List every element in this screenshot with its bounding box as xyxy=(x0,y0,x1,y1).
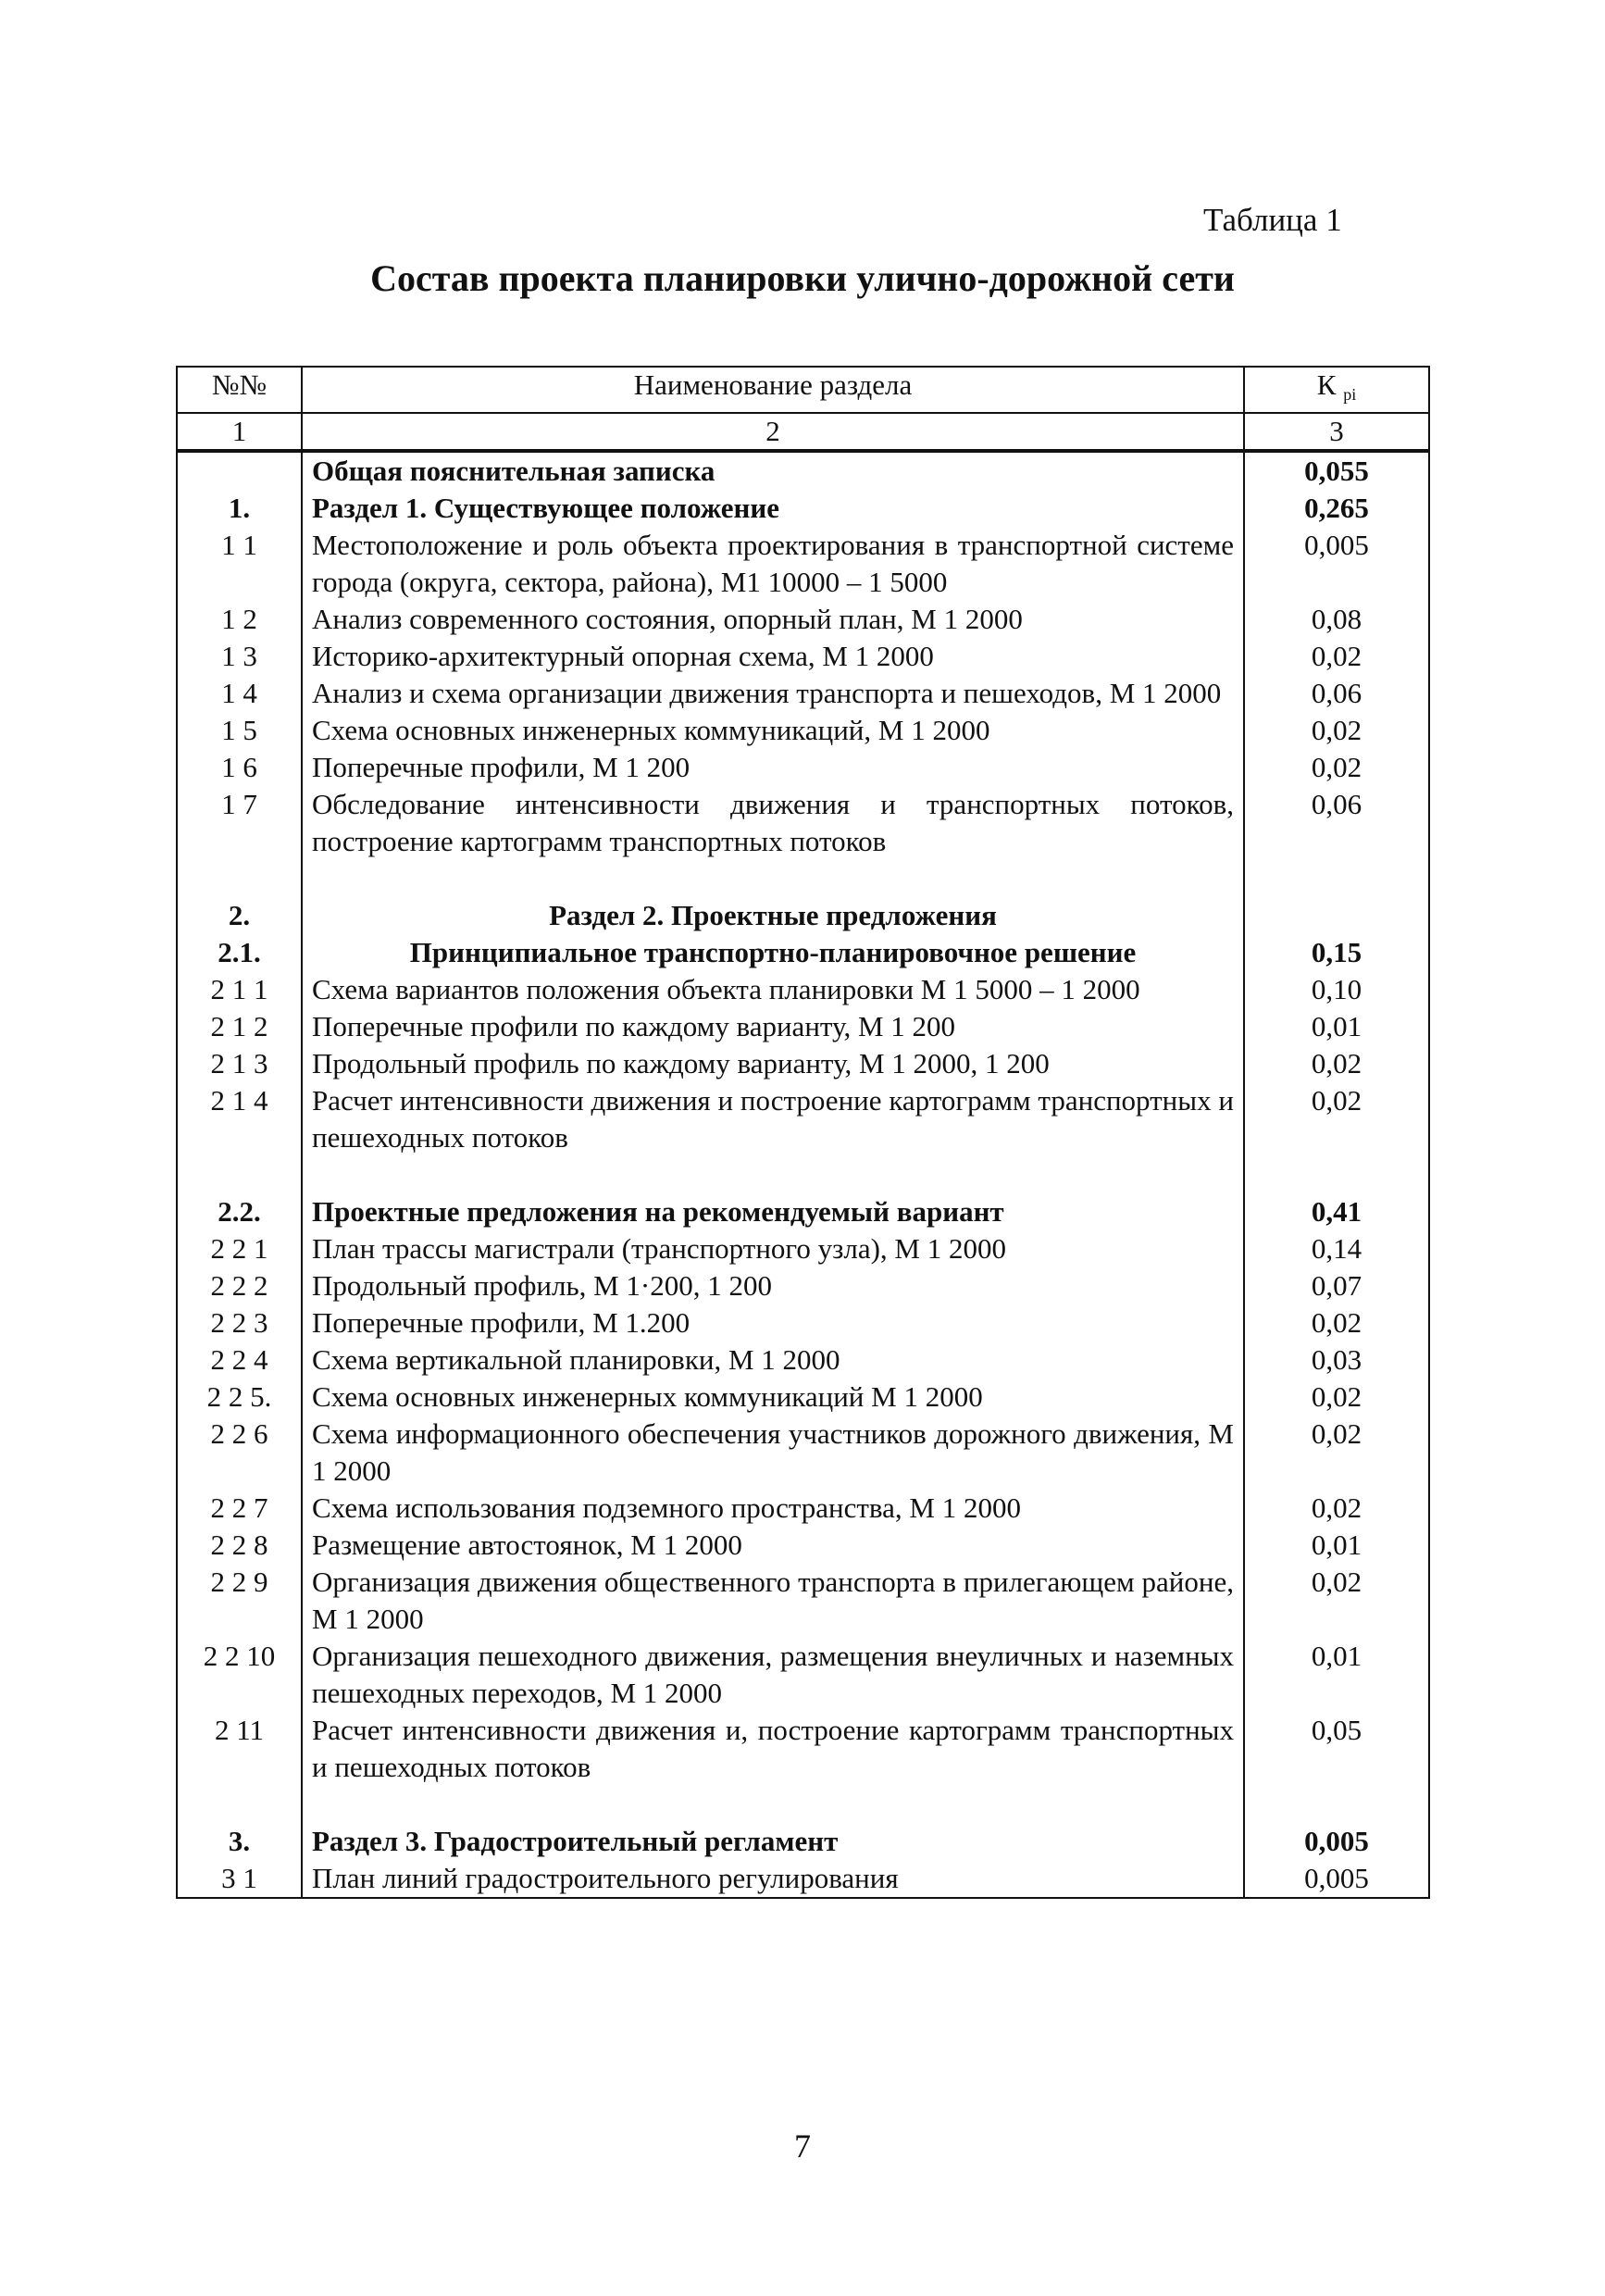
row-k-value: 0,02 xyxy=(1244,638,1429,675)
header-num: №№ xyxy=(177,367,302,413)
row-name: Продольный профиль по каждому варианту, М 1 2000, 1 200 xyxy=(302,1045,1244,1082)
row-name: Анализ современного состояния, опорный план, М 1 2000 xyxy=(302,601,1244,638)
row-name: Размещение автостоянок, М 1 2000 xyxy=(302,1527,1244,1564)
row-number: 1 4 xyxy=(177,675,302,712)
row-name: План линий градостроительного регулирования xyxy=(302,1860,1244,1898)
row-name: Принципиальное транспортно-планировочное решение xyxy=(302,934,1244,971)
row-name: Обследование интенсивности движения и транспортных потоков, построение картограмм транспортных потоков xyxy=(302,786,1244,860)
spacer-cell xyxy=(1244,1156,1429,1193)
row-k-value: 0,10 xyxy=(1244,971,1429,1008)
row-number: 1 3 xyxy=(177,638,302,675)
row-number: 2 2 6 xyxy=(177,1416,302,1490)
row-name: Поперечные профили, М 1.200 xyxy=(302,1304,1244,1341)
table-row xyxy=(177,601,1429,638)
row-name: Раздел 3. Градостроительный регламент xyxy=(302,1823,1244,1860)
row-number: 1 7 xyxy=(177,786,302,860)
row-number xyxy=(177,451,302,490)
spacer-cell xyxy=(177,1156,302,1193)
colnum-2: 2 xyxy=(302,413,1244,451)
row-k-value: 0,07 xyxy=(1244,1267,1429,1304)
header-k-main: К xyxy=(1316,368,1337,401)
table-row xyxy=(177,675,1429,712)
row-number: 1 2 xyxy=(177,601,302,638)
column-number-row xyxy=(177,413,1429,451)
table-spacer-row xyxy=(177,1786,1429,1823)
row-number: 2 2 5. xyxy=(177,1379,302,1416)
table-row xyxy=(177,971,1429,1008)
table-row xyxy=(177,1267,1429,1304)
row-number: 1 6 xyxy=(177,749,302,786)
row-k-value: 0,02 xyxy=(1244,1304,1429,1341)
table-row xyxy=(177,638,1429,675)
table-row xyxy=(177,1045,1429,1082)
row-number: 1. xyxy=(177,490,302,527)
row-number: 2 1 1 xyxy=(177,971,302,1008)
table-row xyxy=(177,1860,1429,1898)
table-row xyxy=(177,1416,1429,1490)
row-k-value: 0,06 xyxy=(1244,786,1429,860)
row-k-value: 0,03 xyxy=(1244,1341,1429,1379)
row-k-value: 0,265 xyxy=(1244,490,1429,527)
table-row xyxy=(177,1379,1429,1416)
row-name: Схема использования подземного пространства, М 1 2000 xyxy=(302,1490,1244,1527)
spacer-cell xyxy=(302,860,1244,897)
row-number: 3 1 xyxy=(177,1860,302,1898)
row-name: Организация пешеходного движения, размещения внеуличных и наземных пешеходных переходов, М 1 2000 xyxy=(302,1638,1244,1712)
row-k-value: 0,02 xyxy=(1244,749,1429,786)
composition-table xyxy=(176,366,1430,1899)
row-name: Поперечные профили по каждому варианту, М 1 200 xyxy=(302,1008,1244,1045)
row-number: 2 2 2 xyxy=(177,1267,302,1304)
header-name: Наименование раздела xyxy=(302,367,1244,413)
row-number: 2 2 8 xyxy=(177,1527,302,1564)
table-row xyxy=(177,1193,1429,1230)
row-k-value: 0,06 xyxy=(1244,675,1429,712)
row-name: Схема вариантов положения объекта планировки М 1 5000 – 1 2000 xyxy=(302,971,1244,1008)
row-name: Историко-архитектурный опорная схема, М 1 2000 xyxy=(302,638,1244,675)
header-k-sub: pi xyxy=(1343,385,1357,404)
row-number: 2 11 xyxy=(177,1712,302,1786)
row-k-value: 0,01 xyxy=(1244,1527,1429,1564)
row-number: 2 2 3 xyxy=(177,1304,302,1341)
table-row xyxy=(177,1082,1429,1156)
table-row xyxy=(177,1230,1429,1267)
row-name: Расчет интенсивности движения и, построение картограмм транспортных и пешеходных потоков xyxy=(302,1712,1244,1786)
row-k-value xyxy=(1244,897,1429,934)
row-k-value: 0,02 xyxy=(1244,1082,1429,1156)
row-number: 3. xyxy=(177,1823,302,1860)
spacer-cell xyxy=(177,860,302,897)
row-k-value: 0,055 xyxy=(1244,451,1429,490)
table-row xyxy=(177,1527,1429,1564)
table-row xyxy=(177,1564,1429,1638)
row-k-value: 0,01 xyxy=(1244,1638,1429,1712)
row-name: Анализ и схема организации движения транспорта и пешеходов, М 1 2000 xyxy=(302,675,1244,712)
row-name: План трассы магистрали (транспортного узла), М 1 2000 xyxy=(302,1230,1244,1267)
header-k xyxy=(1244,367,1429,413)
row-k-value: 0,02 xyxy=(1244,1379,1429,1416)
row-name: Раздел 1. Существующее положение xyxy=(302,490,1244,527)
row-number: 2 2 1 xyxy=(177,1230,302,1267)
row-k-value: 0,02 xyxy=(1244,1045,1429,1082)
row-k-value: 0,005 xyxy=(1244,527,1429,601)
row-k-value: 0,02 xyxy=(1244,712,1429,749)
table-header-row xyxy=(177,367,1429,413)
row-number: 1 5 xyxy=(177,712,302,749)
row-number: 2 2 4 xyxy=(177,1341,302,1379)
row-name: Проектные предложения на рекомендуемый вариант xyxy=(302,1193,1244,1230)
table-row xyxy=(177,1638,1429,1712)
row-name: Схема основных инженерных коммуникаций, М 1 2000 xyxy=(302,712,1244,749)
row-k-value: 0,15 xyxy=(1244,934,1429,971)
table-spacer-row xyxy=(177,860,1429,897)
colnum-1: 1 xyxy=(177,413,302,451)
row-name: Общая пояснительная записка xyxy=(302,451,1244,490)
table-body xyxy=(177,451,1429,1898)
table-spacer-row xyxy=(177,1156,1429,1193)
table-row xyxy=(177,1304,1429,1341)
table-row xyxy=(177,786,1429,860)
row-k-value: 0,005 xyxy=(1244,1860,1429,1898)
table-row xyxy=(177,451,1429,490)
table-row xyxy=(177,1490,1429,1527)
row-k-value: 0,02 xyxy=(1244,1490,1429,1527)
row-number: 1 1 xyxy=(177,527,302,601)
table-row xyxy=(177,712,1429,749)
row-name: Схема вертикальной планировки, М 1 2000 xyxy=(302,1341,1244,1379)
row-k-value: 0,05 xyxy=(1244,1712,1429,1786)
spacer-cell xyxy=(302,1786,1244,1823)
spacer-cell xyxy=(177,1786,302,1823)
table-row xyxy=(177,897,1429,934)
table-row xyxy=(177,1712,1429,1786)
row-number: 2.2. xyxy=(177,1193,302,1230)
row-name: Схема основных инженерных коммуникаций М 1 2000 xyxy=(302,1379,1244,1416)
row-k-value: 0,14 xyxy=(1244,1230,1429,1267)
table-row xyxy=(177,490,1429,527)
row-number: 2 1 2 xyxy=(177,1008,302,1045)
table-row xyxy=(177,934,1429,971)
table-row xyxy=(177,749,1429,786)
row-number: 2 2 7 xyxy=(177,1490,302,1527)
row-k-value: 0,41 xyxy=(1244,1193,1429,1230)
row-k-value: 0,08 xyxy=(1244,601,1429,638)
document-title: Состав проекта планировки улично-дорожной сети xyxy=(370,257,1235,299)
row-number: 2. xyxy=(177,897,302,934)
row-name: Местоположение и роль объекта проектирования в транспортной системе города (округа, сектора, района), М1 10000 – 1 5000 xyxy=(302,527,1244,601)
row-name: Раздел 2. Проектные предложения xyxy=(302,897,1244,934)
table-row xyxy=(177,1341,1429,1379)
page-number: 7 xyxy=(794,2128,811,2165)
row-k-value: 0,02 xyxy=(1244,1564,1429,1638)
table-row xyxy=(177,1823,1429,1860)
row-name: Организация движения общественного транспорта в прилегающем районе, М 1 2000 xyxy=(302,1564,1244,1638)
table-caption: Таблица 1 xyxy=(1203,202,1342,238)
table-row xyxy=(177,527,1429,601)
table-row xyxy=(177,1008,1429,1045)
row-number: 2 2 9 xyxy=(177,1564,302,1638)
row-name: Схема информационного обеспечения участников дорожного движения, М 1 2000 xyxy=(302,1416,1244,1490)
row-number: 2.1. xyxy=(177,934,302,971)
row-number: 2 2 10 xyxy=(177,1638,302,1712)
row-number: 2 1 3 xyxy=(177,1045,302,1082)
row-name: Поперечные профили, М 1 200 xyxy=(302,749,1244,786)
spacer-cell xyxy=(1244,860,1429,897)
colnum-3: 3 xyxy=(1244,413,1429,451)
row-k-value: 0,02 xyxy=(1244,1416,1429,1490)
row-number: 2 1 4 xyxy=(177,1082,302,1156)
row-name: Расчет интенсивности движения и построение картограмм транспортных и пешеходных потоков xyxy=(302,1082,1244,1156)
spacer-cell xyxy=(1244,1786,1429,1823)
row-name: Продольный профиль, М 1·200, 1 200 xyxy=(302,1267,1244,1304)
row-k-value: 0,005 xyxy=(1244,1823,1429,1860)
row-k-value: 0,01 xyxy=(1244,1008,1429,1045)
spacer-cell xyxy=(302,1156,1244,1193)
